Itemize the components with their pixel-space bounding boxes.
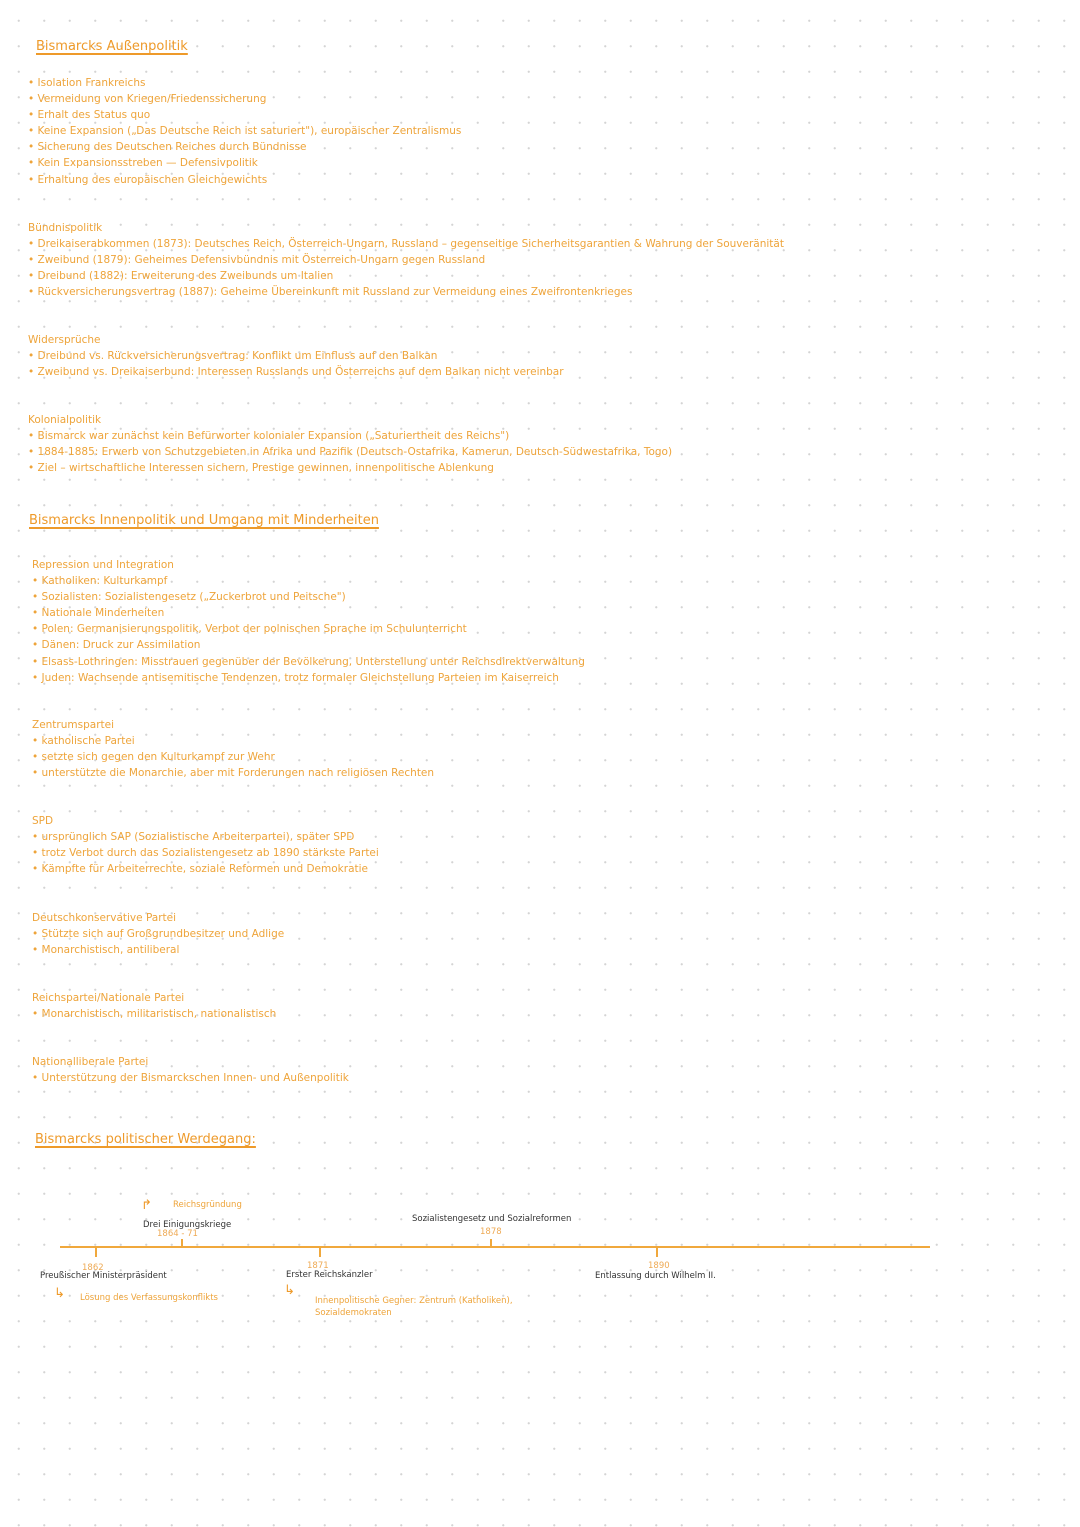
list-item: • unterstützte die Monarchie, aber mit Forderungen nach religiösen Rechten	[32, 767, 435, 780]
list-item: • katholische Partei	[32, 735, 135, 748]
list-item: • Zweibund (1879): Geheimes Defensivbündnis mit Österreich-Ungarn gegen Russland	[28, 254, 486, 267]
list-item: • Elsass-Lothringen: Misstrauen gegenüber der Bevölkerung, Unterstellung unter Reichsdirektverwaltung	[32, 655, 585, 668]
section-heading: Deutschkonservative Partei	[32, 912, 177, 924]
event-label: Entlassung durch Wilhelm II.	[595, 1271, 716, 1281]
section-heading: Reichspartei/Nationale Partei	[32, 992, 185, 1004]
list	[32, 1070, 349, 1086]
list-item: • Kein Expansionsstreben — Defensivpolitik	[28, 157, 258, 170]
section-nationalliberal	[32, 1054, 349, 1086]
section-reichspartei	[32, 990, 276, 1022]
section-spd	[32, 813, 379, 877]
heading-foreign-policy: Bismarcks Außenpolitik	[36, 39, 188, 54]
list-item: • Monarchistisch, militaristisch, nationalistisch	[32, 1008, 277, 1021]
section-repression	[32, 557, 585, 686]
list-item: • Juden: Wachsende antisemitische Tendenzen, trotz formaler Gleichstellung Parteien im Kaiserreich	[32, 671, 559, 684]
list-item: • Sicherung des Deutschen Reiches durch Bündnisse	[28, 141, 307, 154]
section-heading: Zentrumspartei	[32, 719, 115, 731]
list-item: • trotz Verbot durch das Sozialistengesetz ab 1890 stärkste Partei	[32, 847, 379, 860]
list-item: • Ziel – wirtschaftliche Interessen sichern, Prestige gewinnen, innenpolitische Ablenkung	[28, 462, 494, 475]
timeline-tick	[656, 1248, 658, 1257]
list	[28, 236, 784, 300]
list-item: • Keine Expansion („Das Deutsche Reich ist saturiert"), europäischer Zentralismus	[28, 125, 462, 138]
section-heading: SPD	[32, 815, 54, 827]
event-year: 1864 - 71	[157, 1229, 198, 1239]
timeline-tick	[490, 1239, 492, 1248]
list-item: • Vermeidung von Kriegen/Friedenssicherung	[28, 93, 267, 106]
list-item: • Dreikaiserabkommen (1873): Deutsches Reich, Österreich-Ungarn, Russland – gegenseitige Sicherheitsgarantien & Wahrung der Souveränität	[28, 238, 784, 251]
list	[28, 428, 672, 476]
event-year: 1890	[648, 1261, 670, 1271]
event-note: Lösung des Verfassungskonflikts	[80, 1293, 218, 1303]
section-alliance	[28, 220, 784, 300]
list	[32, 926, 284, 958]
list-item: • Stützte sich auf Großgrundbesitzer und Adlige	[32, 928, 285, 941]
list-item: • 1884-1885: Erwerb von Schutzgebieten in Afrika und Pazifik (Deutsch-Ostafrika, Kamerun, Deutsch-Südwestafrika, Togo)	[28, 446, 673, 459]
section-zentrum	[32, 717, 434, 781]
heading-domestic-policy: Bismarcks Innenpolitik und Umgang mit Minderheiten	[29, 513, 379, 528]
section-contradictions	[28, 332, 564, 380]
list-item: • Polen: Germanisierungspolitik, Verbot der polnischen Sprache im Schulunterricht	[32, 623, 467, 636]
list-item: • Rückversicherungsvertrag (1887): Geheime Übereinkunft mit Russland zur Vermeidung eines Zweifrontenkrieges	[28, 286, 633, 299]
curved-arrow-icon: ↳	[284, 1283, 295, 1298]
curved-arrow-icon: ↱	[141, 1198, 152, 1213]
list-item: • ursprünglich SAP (Sozialistische Arbeiterpartei), später SPD	[32, 831, 355, 844]
event-year: 1871	[307, 1261, 329, 1271]
event-note: Innenpolitische Gegner: Zentrum (Katholiken),	[315, 1296, 513, 1306]
event-label: Erster Reichskanzler	[286, 1270, 373, 1280]
heading-career: Bismarcks politischer Werdegang:	[35, 1132, 256, 1147]
list	[28, 348, 564, 380]
section-heading: Nationalliberale Partei	[32, 1056, 149, 1068]
list-item: • Dänen: Druck zur Assimilation	[32, 639, 201, 652]
list	[32, 573, 585, 686]
event-year: 1862	[82, 1263, 104, 1273]
event-note: Reichsgründung	[173, 1200, 242, 1210]
list	[32, 1006, 276, 1022]
list-item: • Kämpfte für Arbeiterrechte, soziale Reformen und Demokratie	[32, 863, 368, 876]
foreign-bullets	[28, 75, 461, 188]
list-item: • Nationale Minderheiten	[32, 607, 165, 620]
section-heading: Repression und Integration	[32, 559, 174, 571]
section-heading: Widersprüche	[28, 334, 101, 346]
list-item: • Monarchistisch, antiliberal	[32, 944, 180, 957]
list-item: • setzte sich gegen den Kulturkampf zur Wehr	[32, 751, 275, 764]
list-item: • Erhalt des Status quo	[28, 109, 151, 122]
section-konservativ	[32, 910, 284, 958]
event-label: Drei Einigungskriege	[143, 1220, 232, 1230]
list-item: • Zweibund vs. Dreikaiserbund: Interessen Russlands und Österreichs auf dem Balkan nicht vereinbar	[28, 366, 564, 379]
timeline-tick	[95, 1248, 97, 1257]
event-year: 1878	[480, 1227, 502, 1237]
list	[32, 829, 379, 877]
timeline-tick	[319, 1248, 321, 1257]
list-item: • Isolation Frankreichs	[28, 77, 146, 89]
curved-arrow-icon: ↳	[54, 1286, 65, 1301]
event-label: Sozialistengesetz und Sozialreformen	[412, 1214, 572, 1224]
list-item: • Sozialisten: Sozialistengesetz („Zuckerbrot und Peitsche")	[32, 591, 346, 604]
section-colonial	[28, 412, 672, 476]
event-label: Preußischer Ministerpräsident	[40, 1271, 167, 1281]
list-item: • Dreibund vs. Rückversicherungsvertrag: Konflikt um Einfluss auf den Balkan	[28, 350, 438, 363]
list-item: • Katholiken: Kulturkampf	[32, 575, 168, 588]
list-item: • Unterstützung der Bismarckschen Innen- und Außenpolitik	[32, 1072, 349, 1085]
list-item: • Dreibund (1882): Erweiterung des Zweibunds um Italien	[28, 270, 334, 283]
list-item: • Erhaltung des europäischen Gleichgewichts	[28, 173, 268, 186]
list-item: • Bismarck war zunächst kein Befürworter kolonialer Expansion („Saturiertheit des Reichs")	[28, 430, 510, 443]
timeline-axis	[60, 1246, 930, 1248]
list	[32, 733, 434, 781]
section-heading: Bündnispolitik	[28, 222, 103, 234]
section-heading: Kolonialpolitik	[28, 414, 102, 426]
timeline-tick	[181, 1239, 183, 1248]
event-note: Sozialdemokraten	[315, 1308, 392, 1318]
